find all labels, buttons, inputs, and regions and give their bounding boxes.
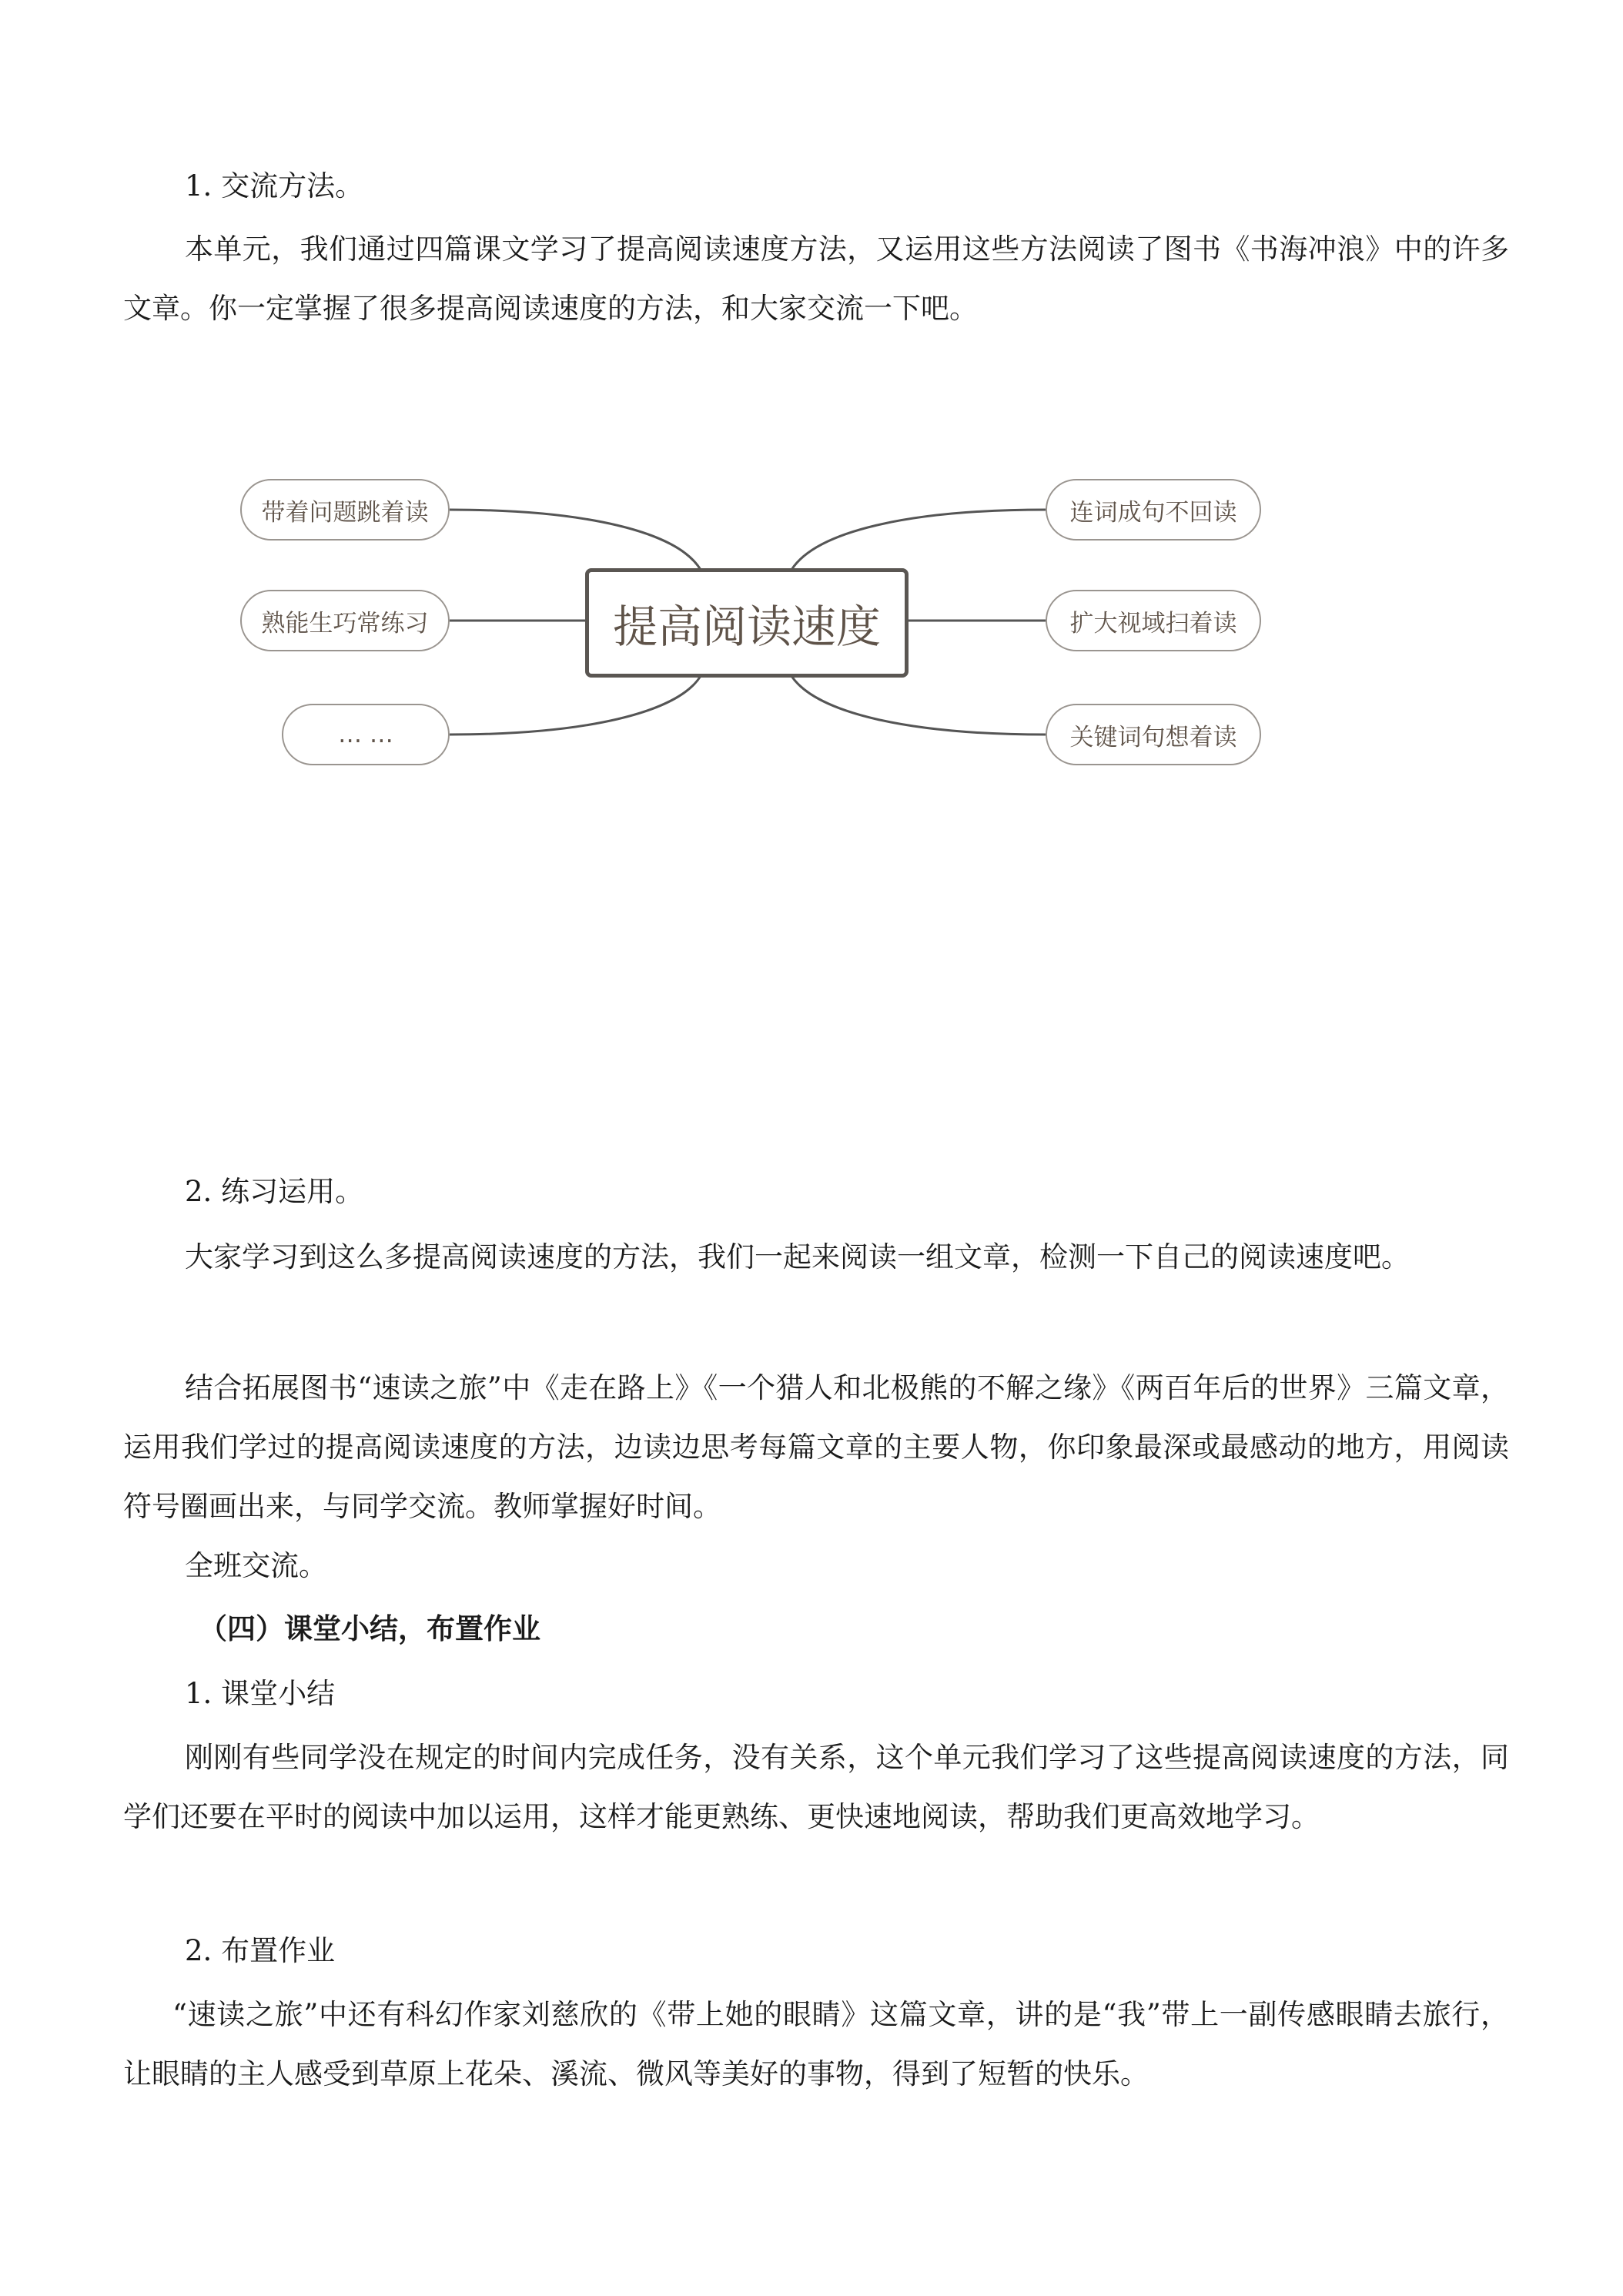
section4-heading: （四）课堂小结，布置作业 — [199, 1612, 540, 1645]
section2-paragraph-3: 全班交流。 — [185, 1549, 327, 1582]
mindmap-center-node: 提高阅读速度 — [585, 568, 909, 678]
section4-sub2-heading: 2. 布置作业 — [185, 1934, 336, 1967]
section1-heading: 1. 交流方法。 — [185, 169, 364, 202]
section4-sub2-paragraph: “速读之旅”中还有科幻作家刘慈欣的《带上她的眼睛》这篇文章，讲的是“我”带上一副传感眼睛去旅行，让眼睛的主人感受到草原上花朵、溪流、微风等美好的事物，得到了短暂的快乐。 — [123, 1998, 1509, 2090]
mindmap-node-right-1: 连词成句不回读 — [1046, 479, 1261, 541]
mindmap-node-right-3: 关键词句想着读 — [1046, 704, 1261, 765]
mindmap-node-left-3: … … — [282, 704, 450, 765]
connector-left-1 — [450, 510, 701, 570]
connector-left-3 — [450, 676, 701, 735]
section2-paragraph-1: 大家学习到这么多提高阅读速度的方法，我们一起来阅读一组文章，检测一下自己的阅读速度吧。 — [185, 1240, 1410, 1274]
section2-heading: 2. 练习运用。 — [185, 1175, 364, 1208]
mindmap-node-left-1: 带着问题跳着读 — [240, 479, 450, 541]
section4-sub1-paragraph: 刚刚有些同学没在规定的时间内完成任务，没有关系，这个单元我们学习了这些提高阅读速度的方法，同学们还要在平时的阅读中加以运用，这样才能更熟练、更快速地阅读，帮助我们更高效地学习。 — [123, 1741, 1509, 1833]
mindmap-node-left-2: 熟能生巧常练习 — [240, 590, 450, 651]
section4-sub1-heading: 1. 课堂小结 — [185, 1677, 336, 1710]
section2-paragraph-2: 结合拓展图书“速读之旅”中《走在路上》《一个猎人和北极熊的不解之缘》《两百年后的世界》三篇文章，运用我们学过的提高阅读速度的方法，边读边思考每篇文章的主要人物，你印象最深或最感动的地方，用阅读符号圈画出来，与同学交流。教师掌握好时间。 — [123, 1371, 1509, 1523]
mindmap-node-right-2: 扩大视域扫着读 — [1046, 590, 1261, 651]
connector-right-1 — [791, 510, 1046, 570]
section1-paragraph: 本单元，我们通过四篇课文学习了提高阅读速度方法，又运用这些方法阅读了图书《书海冲浪》中的许多文章。你一定掌握了很多提高阅读速度的方法，和大家交流一下吧。 — [123, 233, 1509, 325]
connector-right-3 — [791, 676, 1046, 735]
